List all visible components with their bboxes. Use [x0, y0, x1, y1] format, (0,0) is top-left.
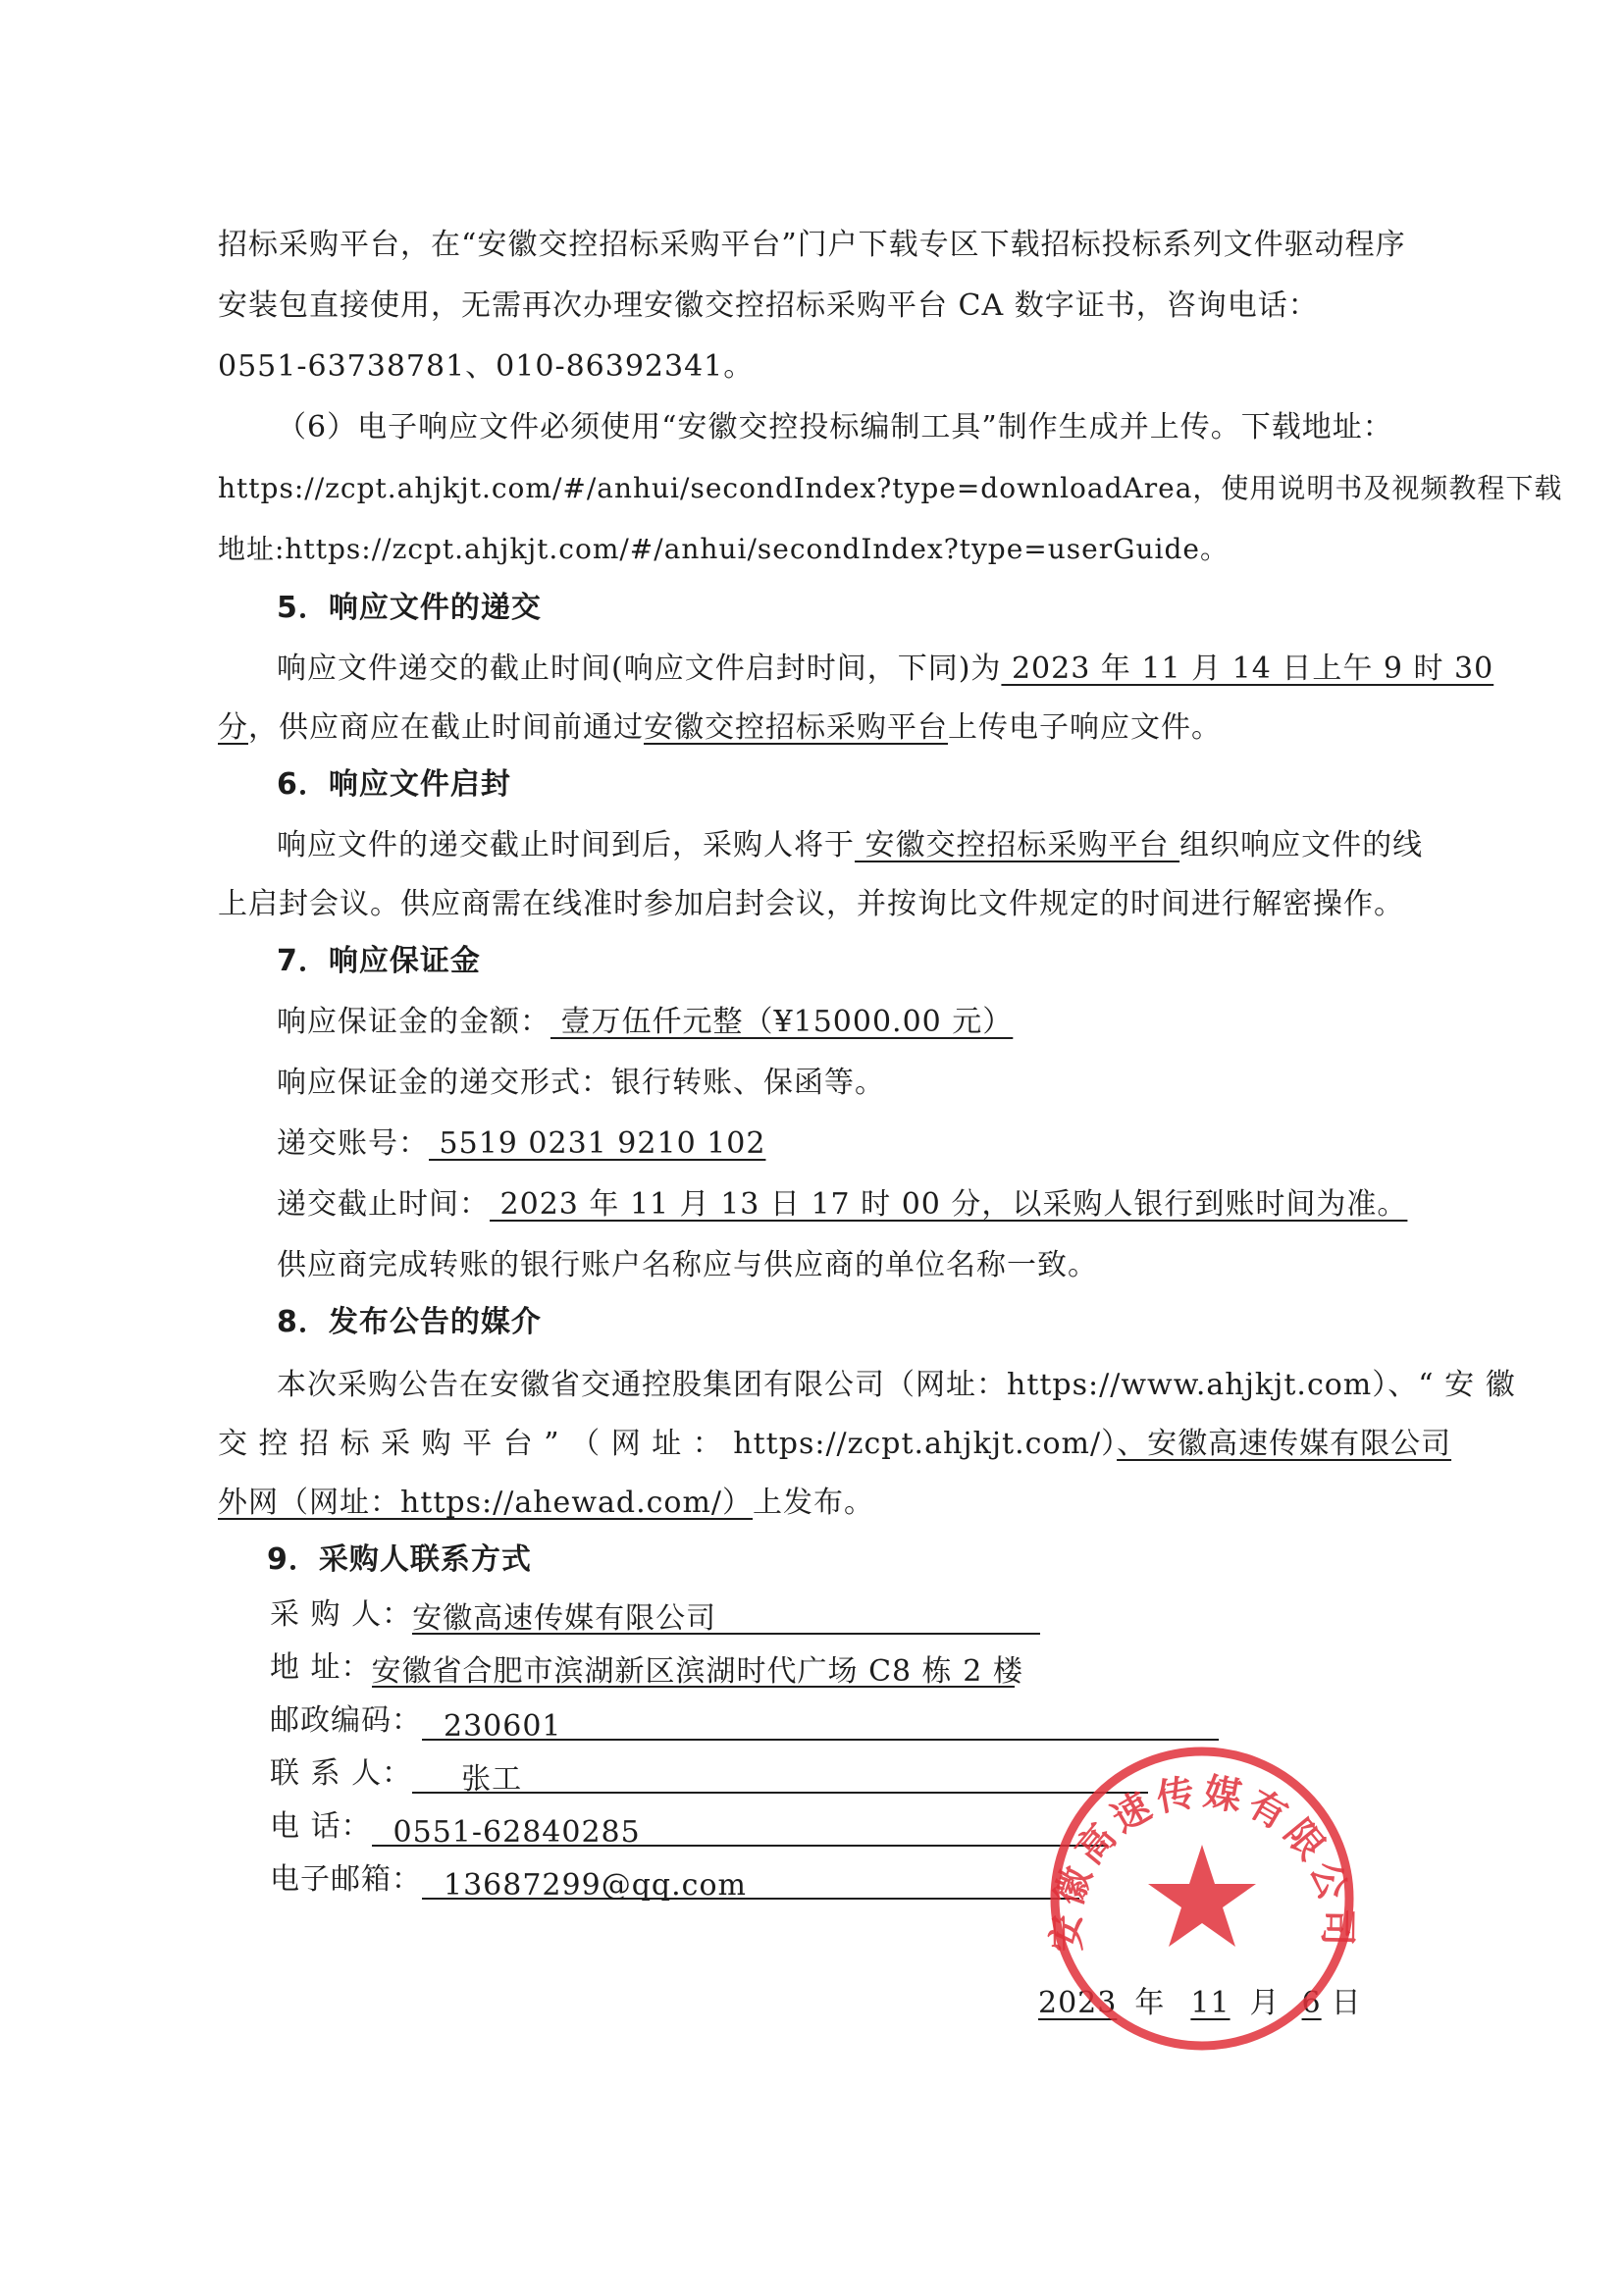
section5-line2	[218, 708, 1222, 748]
section6-heading: 6．响应文件启封	[277, 767, 511, 802]
contact-person	[270, 1754, 1148, 1797]
field-line	[422, 1707, 1219, 1744]
text: 响应文件递交的截止时间(响应文件启封时间，下同)为	[277, 652, 1002, 686]
para-drivers-line1	[218, 226, 1406, 265]
contact-purchaser	[270, 1595, 1040, 1635]
label: 采 购 人：	[270, 1597, 413, 1632]
text: 交 控 招 标 采 购 平 台 ” （ 网 址 ： https://zcpt.ahjkjt.com/）	[218, 1427, 1118, 1461]
deposit-account	[277, 1124, 765, 1164]
field-line	[412, 1760, 1148, 1797]
platform-name: 安徽交控招标采购平台	[644, 710, 948, 745]
section7-heading: 7．响应保证金	[277, 944, 481, 978]
label: 邮政编码：	[270, 1703, 422, 1738]
text: ，供应商应在截止时间前通过	[248, 710, 644, 745]
para6-line1: （6）电子响应文件必须使用“安徽交控投标编制工具”制作生成并上传。下载地址：	[277, 410, 1393, 444]
date-month: 11	[1190, 1986, 1230, 2020]
deposit-form: 响应保证金的递交形式：银行转账、保函等。	[277, 1066, 885, 1100]
value: 13687299@qq.com	[444, 1868, 747, 1903]
company-seal	[1040, 1737, 1364, 2061]
section6-line2: 上启封会议。供应商需在线准时参加启封会议，并按询比文件规定的时间进行解密操作。	[218, 887, 1404, 921]
text: 上发布。	[753, 1486, 875, 1520]
value: 230601	[444, 1709, 562, 1744]
media-url: 外网（网址：https://ahewad.com/）	[218, 1486, 754, 1520]
para-drivers-line2: 安装包直接使用，无需再次办理安徽交控招标采购平台 CA 数字证书，咨询电话：	[218, 288, 1319, 323]
field-line	[412, 1599, 1040, 1635]
text: 响应文件的递交截止时间到后，采购人将于	[277, 828, 855, 862]
value: 0551-62840285	[393, 1815, 641, 1850]
contact-postcode	[270, 1701, 1219, 1744]
section8-line3	[218, 1484, 874, 1523]
label: 地 址：	[270, 1650, 372, 1685]
value: 5519 0231 9210 102	[429, 1126, 766, 1161]
deposit-note: 供应商完成转账的银行账户名称应与供应商的单位名称一致。	[277, 1248, 1098, 1282]
text: 招标采购平台，在“安徽交控招标采购平台”门户下载专区下载招标投标系列文件驱动程序	[218, 228, 1406, 262]
date-month-suffix: 月	[1249, 1986, 1281, 2020]
label: 响应保证金的金额：	[277, 1005, 550, 1039]
value: 2023 年 11 月 13 日 17 时 00 分，以采购人银行到账时间为准。	[490, 1187, 1408, 1222]
section5-line1	[277, 650, 1493, 689]
value: 张工	[461, 1762, 523, 1797]
para6-line2: https://zcpt.ahjkjt.com/#/anhui/secondIndex?type=downloadArea，使用说明书及视频教程下载	[218, 472, 1563, 504]
section6-line1	[277, 826, 1423, 865]
media-name: 、安徽高速传媒有限公司	[1117, 1427, 1452, 1461]
deposit-deadline	[277, 1185, 1407, 1225]
label: 递交账号：	[277, 1126, 429, 1161]
para6-line3: 地址:https://zcpt.ahjkjt.com/#/anhui/secondIndex?type=userGuide。	[218, 533, 1229, 565]
seal-text: 安徽高速传媒有限公司	[1043, 1768, 1361, 1953]
section9-heading: 9．采购人联系方式	[267, 1542, 532, 1577]
value: 安徽高速传媒有限公司	[412, 1601, 717, 1636]
field-line	[371, 1652, 1023, 1689]
deadline-text: 2023 年 11 月 14 日上午 9 时 30	[1001, 652, 1494, 686]
star-icon	[1148, 1845, 1256, 1947]
label: 递交截止时间：	[277, 1187, 490, 1222]
contact-phone	[270, 1807, 1108, 1850]
section8-line2	[218, 1425, 1451, 1464]
section8-line1: 本次采购公告在安徽省交通控股集团有限公司（网址：https://www.ahjkjt.com）、“ 安 徽	[277, 1368, 1516, 1402]
value: 壹万伍仟元整（¥15000.00 元）	[550, 1005, 1014, 1039]
label: 联 系 人：	[270, 1756, 413, 1791]
date-day: 6	[1301, 1986, 1322, 2020]
text: 组织响应文件的线	[1179, 828, 1424, 862]
field-line	[372, 1813, 1108, 1850]
text: 分	[218, 710, 248, 745]
para-drivers-line3: 0551-63738781、010-86392341。	[218, 349, 755, 384]
value: 安徽省合肥市滨湖新区滨湖时代广场 C8 栋 2 楼	[371, 1654, 1023, 1689]
field-line	[422, 1866, 1079, 1903]
date-year-suffix: 年	[1134, 1986, 1166, 2020]
date-year: 2023	[1038, 1986, 1118, 2020]
label: 电 话：	[270, 1809, 372, 1844]
platform-name: 安徽交控招标采购平台	[855, 828, 1180, 862]
text: 上传电子响应文件。	[948, 710, 1222, 745]
contact-email	[270, 1860, 1079, 1903]
date-day-suffix: 日	[1331, 1986, 1362, 2020]
section8-heading: 8．发布公告的媒介	[277, 1305, 542, 1339]
section5-heading: 5．响应文件的递交	[277, 591, 542, 625]
label: 电子邮箱：	[270, 1862, 422, 1897]
contact-address	[270, 1648, 1023, 1689]
deposit-amount	[277, 1003, 1013, 1042]
